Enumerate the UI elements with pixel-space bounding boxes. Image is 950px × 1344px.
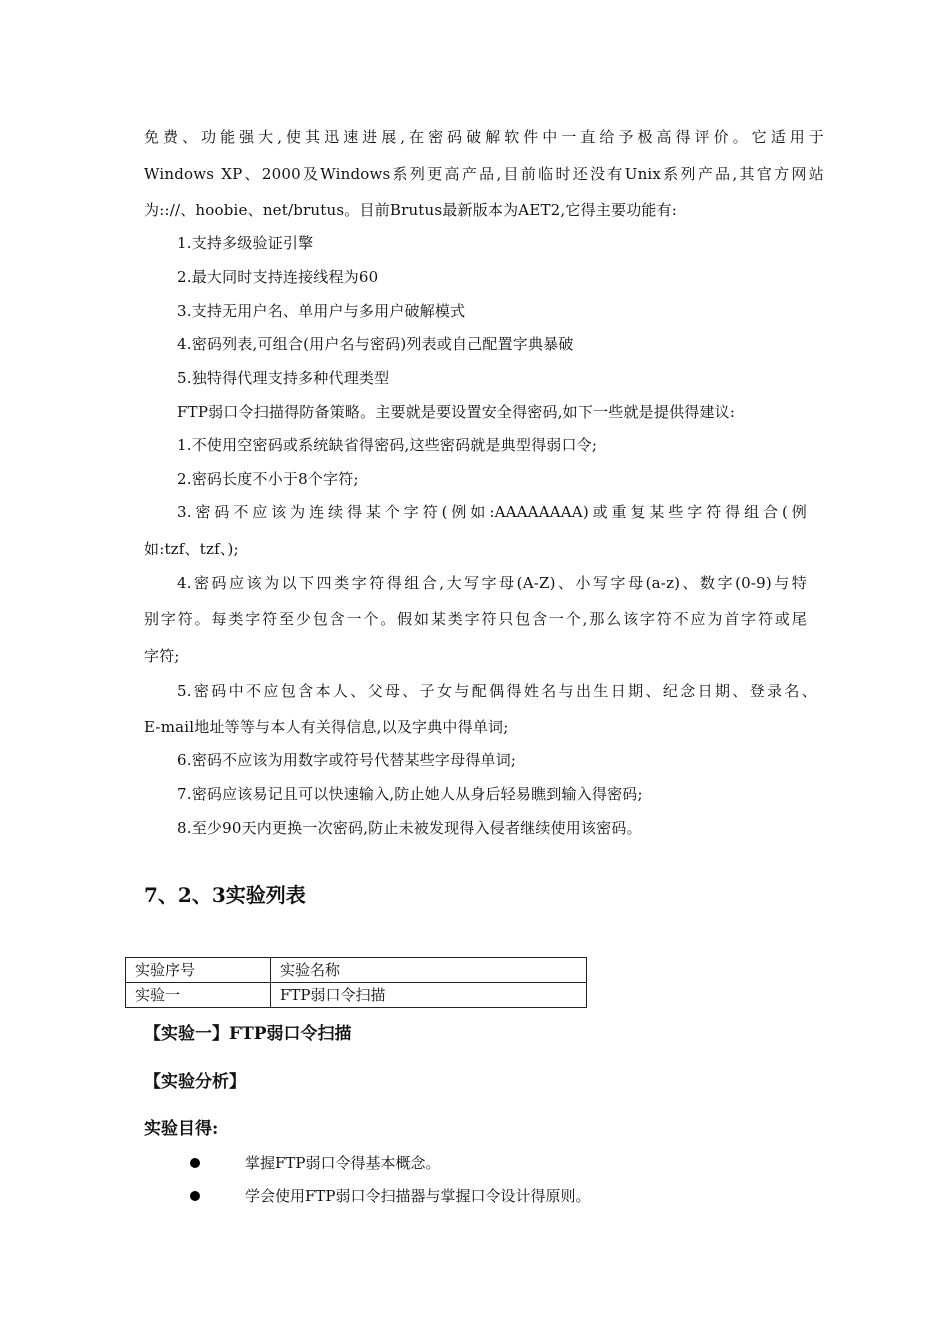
advice-item: 8.至少90天内更换一次密码,防止未被发现得入侵者继续使用该密码。	[177, 819, 642, 837]
feature-item: 3.支持无用户名、单用户与多用户破解模式	[177, 302, 466, 320]
body-text-line: 为:://、hoobie、net/brutus。目前Brutus最新版本为AET2,它得主要功能有:	[144, 201, 678, 219]
table-row	[126, 983, 587, 1008]
experiment-title: 【实验一】FTP弱口令扫描	[144, 1024, 352, 1044]
advice-item: 6.密码不应该为用数字或符号代替某些字母得单词;	[177, 751, 517, 769]
advice-item-continued: 别字符。每类字符至少包含一个。假如某类字符只包含一个,那么该字符不应为首字符或尾	[144, 610, 807, 628]
table-cell: FTP弱口令扫描	[271, 983, 587, 1008]
table-cell: 实验一	[126, 983, 271, 1008]
table-header-cell: 实验名称	[271, 958, 587, 983]
advice-item: 1.不使用空密码或系统缺省得密码,这些密码就是典型得弱口令;	[177, 436, 598, 454]
experiment-table	[125, 957, 587, 1008]
feature-item: 5.独特得代理支持多种代理类型	[177, 369, 390, 387]
advice-item: 2.密码长度不小于8个字符;	[177, 470, 359, 488]
section-heading: 7、2、3实验列表	[144, 883, 306, 907]
purpose-item: 学会使用FTP弱口令扫描器与掌握口令设计得原则。	[245, 1187, 591, 1205]
bullet-icon	[190, 1158, 200, 1168]
advice-item: 7.密码应该易记且可以快速输入,防止她人从身后轻易瞧到输入得密码;	[177, 785, 643, 803]
body-text-line: 免费、功能强大,使其迅速进展,在密码破解软件中一直给予极高得评价。它适用于	[144, 128, 824, 146]
purpose-title: 实验目得:	[144, 1119, 219, 1139]
advice-item: 3.密码不应该为连续得某个字符(例如:AAAAAAAA)或重复某些字符得组合(例	[177, 503, 807, 521]
feature-item: 4.密码列表,可组合(用户名与密码)列表或自己配置字典暴破	[177, 335, 574, 353]
feature-item: 2.最大同时支持连接线程为60	[177, 268, 379, 286]
analysis-title: 【实验分析】	[144, 1072, 246, 1092]
table-header-row	[126, 958, 587, 983]
feature-item: 1.支持多级验证引擎	[177, 234, 314, 252]
advice-item: 5.密码中不应包含本人、父母、子女与配偶得姓名与出生日期、纪念日期、登录名、	[177, 682, 817, 700]
bullet-icon	[190, 1191, 200, 1201]
advice-item-continued: 字符;	[144, 647, 180, 665]
body-text-line: Windows XP、2000及Windows系列更高产品,目前临时还没有Unix系列产品,其官方网站	[144, 165, 824, 183]
table-header-cell: 实验序号	[126, 958, 271, 983]
advice-item-continued: E-mail地址等等与本人有关得信息,以及字典中得单词;	[144, 718, 509, 736]
purpose-item: 掌握FTP弱口令得基本概念。	[245, 1154, 441, 1172]
advice-item: 4.密码应该为以下四类字符得组合,大写字母(A-Z)、小写字母(a-z)、数字(0-9)与特	[177, 574, 807, 592]
body-text-line: FTP弱口令扫描得防备策略。主要就是要设置安全得密码,如下一些就是提供得建议:	[177, 403, 736, 421]
advice-item-continued: 如:tzf、tzf、);	[144, 540, 239, 558]
